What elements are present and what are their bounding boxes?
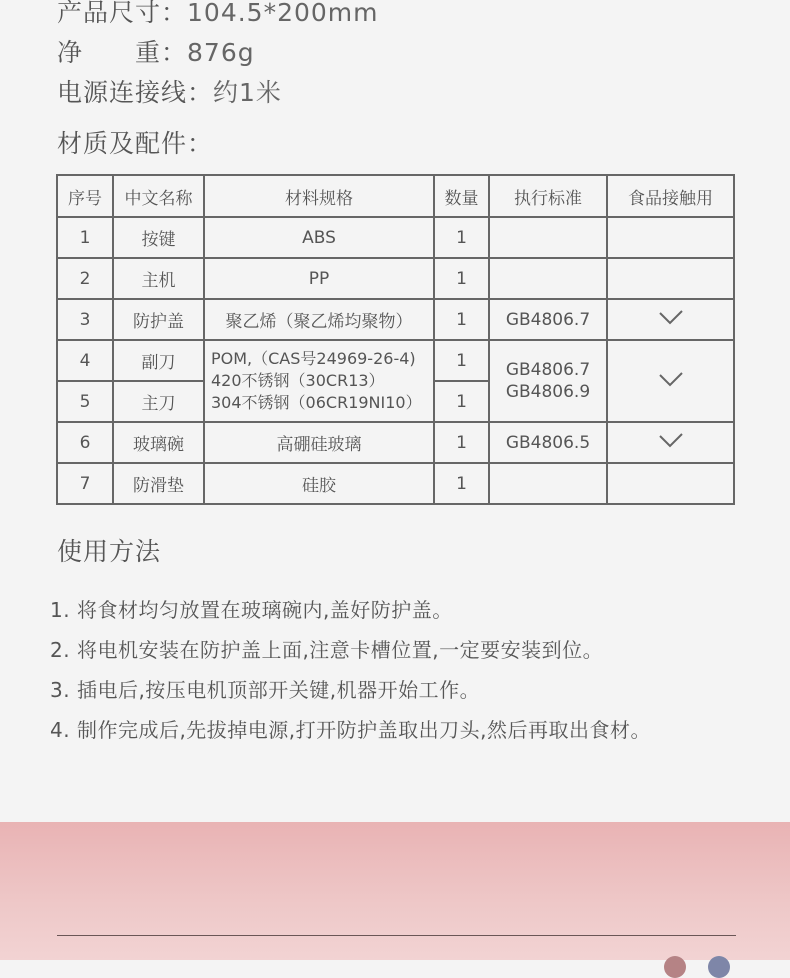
materials-table	[56, 174, 735, 505]
cell-qty: 1	[434, 463, 489, 504]
cell-material: 聚乙烯（聚乙烯均聚物）	[204, 299, 434, 340]
usage-step: 3. 插电后,按压电机顶部开关键,机器开始工作。	[50, 678, 481, 702]
table-row	[57, 217, 734, 258]
cell-food-contact	[607, 258, 734, 299]
header-name: 中文名称	[113, 175, 204, 217]
header-qty: 数量	[434, 175, 489, 217]
table-header-row	[57, 175, 734, 217]
cell-material: 硅胶	[204, 463, 434, 504]
cell-material: PP	[204, 258, 434, 299]
cell-blade-material	[204, 340, 434, 422]
cell-standard	[489, 217, 607, 258]
cell-blade-standard	[489, 340, 607, 422]
spec-size-value: 104.5*200mm	[187, 0, 379, 27]
header-material: 材料规格	[204, 175, 434, 217]
color-swatch-blue	[708, 956, 730, 978]
table-row	[57, 258, 734, 299]
cell-material: ABS	[204, 217, 434, 258]
cell-name: 副刀	[113, 340, 204, 381]
checkmark-icon	[658, 371, 684, 387]
table-row	[57, 299, 734, 340]
checkmark-icon	[658, 432, 684, 448]
cell-qty: 1	[434, 422, 489, 463]
blade-standard-line: GB4806.9	[505, 382, 591, 402]
spec-weight	[57, 38, 255, 68]
blade-material-line: 420不锈钢（30CR13）	[211, 371, 385, 390]
cell-food-contact	[607, 340, 734, 422]
header-no: 序号	[57, 175, 113, 217]
cell-qty: 1	[434, 381, 489, 422]
spec-weight-value: 876g	[187, 38, 255, 67]
blade-material-line: 304不锈钢（06CR19NI10）	[211, 393, 422, 412]
checkmark-icon	[658, 309, 684, 325]
cell-standard: GB4806.5	[489, 422, 607, 463]
cell-name: 按键	[113, 217, 204, 258]
header-standard: 执行标准	[489, 175, 607, 217]
table-row	[57, 463, 734, 504]
usage-step: 2. 将电机安装在防护盖上面,注意卡槽位置,一定要安装到位。	[50, 638, 604, 662]
cell-name: 主刀	[113, 381, 204, 422]
cell-no: 3	[57, 299, 113, 340]
footer-band	[0, 822, 790, 960]
cell-qty: 1	[434, 217, 489, 258]
cell-qty: 1	[434, 340, 489, 381]
spec-cable-value: 约1米	[213, 78, 282, 107]
cell-food-contact	[607, 463, 734, 504]
materials-title: 材质及配件：	[57, 129, 214, 158]
table-row	[57, 340, 734, 381]
footer-divider	[57, 935, 736, 936]
cell-standard	[489, 463, 607, 504]
cell-no: 4	[57, 340, 113, 381]
cell-name: 主机	[113, 258, 204, 299]
color-swatch-pink	[664, 956, 686, 978]
spec-cable	[57, 78, 282, 108]
cell-food-contact	[607, 422, 734, 463]
header-food-contact: 食品接触用	[607, 175, 734, 217]
spec-weight-label: 净 重：	[57, 38, 188, 67]
cell-no: 2	[57, 258, 113, 299]
cell-no: 1	[57, 217, 113, 258]
spec-cable-label: 电源连接线：	[57, 78, 214, 107]
cell-no: 7	[57, 463, 113, 504]
usage-step: 4. 制作完成后,先拔掉电源,打开防护盖取出刀头,然后再取出食材。	[50, 718, 652, 742]
cell-food-contact	[607, 299, 734, 340]
table-row	[57, 422, 734, 463]
cell-no: 6	[57, 422, 113, 463]
cell-qty: 1	[434, 299, 489, 340]
cell-standard: GB4806.7	[489, 299, 607, 340]
cell-qty: 1	[434, 258, 489, 299]
usage-step: 1. 将食材均匀放置在玻璃碗内,盖好防护盖。	[50, 598, 453, 622]
spec-size-label: 产品尺寸：	[57, 0, 188, 27]
cell-name: 玻璃碗	[113, 422, 204, 463]
cell-name: 防滑垫	[113, 463, 204, 504]
blade-standard-line: GB4806.7	[505, 360, 591, 380]
blade-material-line: POM,（CAS号24969-26-4)	[211, 349, 416, 368]
spec-size	[57, 0, 379, 28]
cell-standard	[489, 258, 607, 299]
cell-food-contact	[607, 217, 734, 258]
cell-name: 防护盖	[113, 299, 204, 340]
cell-material: 高硼硅玻璃	[204, 422, 434, 463]
usage-title: 使用方法	[57, 537, 162, 566]
cell-no: 5	[57, 381, 113, 422]
